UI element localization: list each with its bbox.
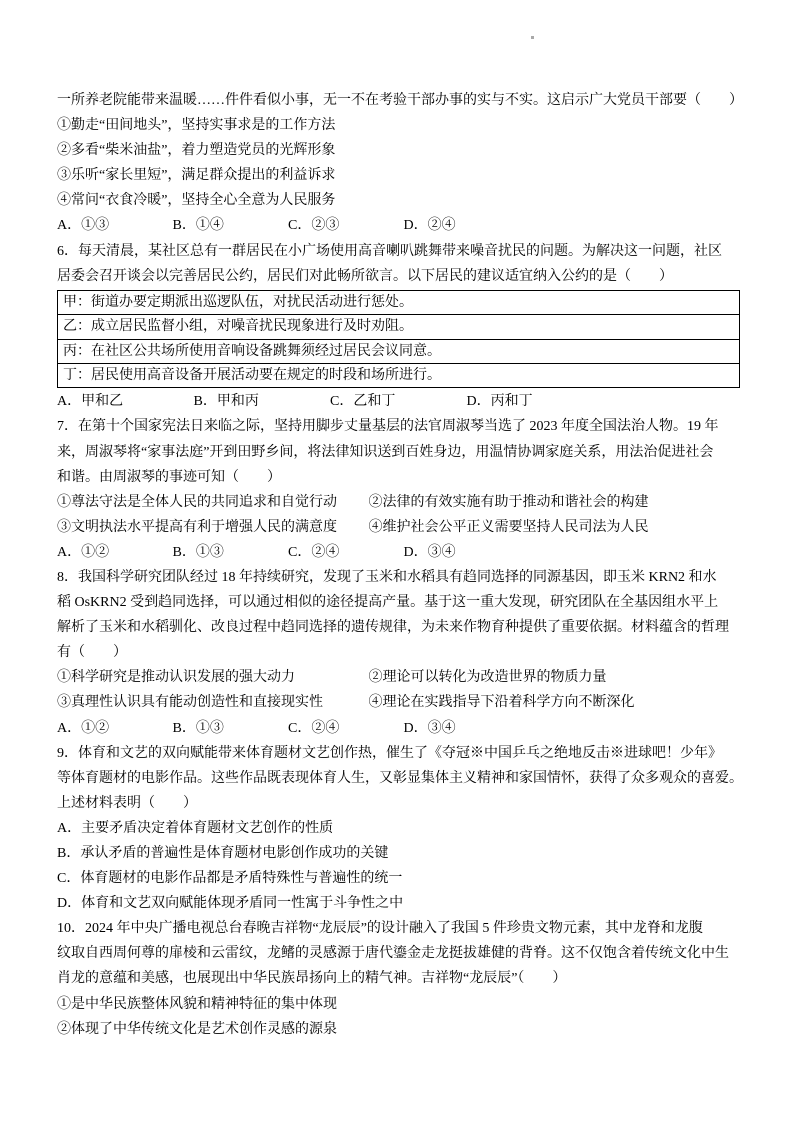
table-row — [58, 315, 740, 339]
table-cell: 丙：在社区公共场所使用音响设备跳舞须经过居民会议同意。 — [58, 339, 740, 363]
question-text-line: 9．体育和文艺的双向赋能带来体育题材文艺创作热，催生了《夺冠※中国乒乓之绝地反击※进球吧！少年》 — [57, 745, 722, 761]
statement-item: ②法律的有效实施有助于推动和谐社会的构建 — [368, 494, 649, 510]
question-9 — [57, 741, 743, 917]
choice-d: D．体育和文艺双向赋能体现矛盾同一性寓于斗争性之中 — [57, 896, 404, 912]
statement-item: ②体现了中华传统文化是艺术创作灵感的源泉 — [57, 1021, 337, 1037]
statement-pair-row — [57, 490, 743, 515]
statement-pair-row — [57, 690, 743, 715]
question-10 — [57, 916, 743, 1041]
question-text-line: 稻 OsKRN2 受到趋同选择，可以通过相似的途径提高产量。基于这一重大发现，研究团队在全基因组水平上 — [57, 595, 719, 611]
statement-item: ④维护社会公平正义需要坚持人民司法为人民 — [368, 519, 649, 535]
question-text-line: 上述材料表明（ ） — [57, 795, 197, 811]
option-c: C．②④ — [288, 544, 340, 560]
question-8 — [57, 565, 743, 741]
question-text-line: 解析了玉米和水稻驯化、改良过程中趋同选择的遗传规律，为未来作物育种提供了重要依据。材料蕴含的哲理 — [57, 620, 729, 636]
option-a: A．①② — [57, 544, 110, 560]
answer-options-row — [57, 716, 743, 741]
table-cell: 丁：居民使用高音设备开展活动要在规定的时段和场所进行。 — [58, 363, 740, 387]
choice-b: B．承认矛盾的普遍性是体育题材电影创作成功的关键 — [57, 846, 389, 861]
option-d: D．③④ — [403, 720, 456, 736]
option-b: B．①③ — [172, 720, 224, 736]
question-5-tail — [57, 88, 743, 239]
table-row — [58, 363, 740, 387]
table-row — [58, 290, 740, 314]
statement-item: ④常问“衣食冷暖”，坚持全心全意为人民服务 — [57, 193, 336, 209]
question-text-line: 来，周淑琴将“家事法庭”开到田野乡间，将法律知识送到百姓身边，用温情协调家庭关系，用法治促进社会 — [57, 444, 714, 460]
option-a: A．①③ — [57, 218, 110, 234]
statement-pair-row — [57, 515, 743, 540]
question-text-line: 7．在第十个国家宪法日来临之际，坚持用脚步丈量基层的法官周淑琴当选了 2023 年度全国法治人物。19 年 — [57, 419, 719, 435]
option-c: C．②③ — [288, 218, 340, 234]
question-7 — [57, 414, 743, 565]
stray-speck-mark — [531, 36, 534, 39]
option-d: D．②④ — [403, 218, 456, 234]
table-row — [58, 339, 740, 363]
choice-c: C．体育题材的电影作品都是矛盾特殊性与普遍性的统一 — [57, 871, 403, 887]
question-text-line: 8．我国科学研究团队经过 18 年持续研究，发现了玉米和水稻具有趋同选择的同源基因，即玉米 KRN2 和水 — [57, 569, 717, 585]
option-b: B．①③ — [172, 544, 224, 560]
residents-suggestions-table — [57, 290, 740, 389]
statement-item: ④理论在实践指导下沿着科学方向不断深化 — [368, 695, 635, 711]
statement-item: ③乐听“家长里短”，满足群众提出的利益诉求 — [57, 168, 336, 184]
question-text-line: 等体育题材的电影作品。这些作品既表现体育人生，又彰显集体主义精神和家国情怀，获得了众多观众的喜爱。 — [57, 770, 743, 786]
statement-item: ②理论可以转化为改造世界的物质力量 — [368, 670, 607, 686]
option-a: A．①② — [57, 720, 110, 736]
statement-item: ②多看“柴米油盐”，着力塑造党员的光辉形象 — [57, 143, 336, 159]
option-a: A．甲和乙 — [57, 394, 124, 410]
question-text-line: 纹取自西周何尊的扉棱和云雷纹，龙鳍的灵感源于唐代鎏金走龙挺拔雄健的背脊。这不仅饱含着传统文化中生 — [57, 946, 729, 962]
question-text-line: 居委会召开谈会以完善居民公约，居民们对此畅所欲言。以下居民的建议适宜纳入公约的是（ ） — [57, 268, 673, 284]
option-c: C．②④ — [288, 720, 340, 736]
statement-item: ①科学研究是推动认识发展的强大动力 — [57, 670, 295, 686]
statement-item: ①勤走“田间地头”，坚持实事求是的工作方法 — [57, 118, 336, 134]
answer-options-row — [57, 540, 743, 565]
question-text-line: 肖龙的意蕴和美感，也展现出中华民族昂扬向上的精气神。吉祥物“龙辰辰”（ ） — [57, 971, 567, 987]
table-cell: 甲：街道办要定期派出巡逻队伍，对扰民活动进行惩处。 — [58, 290, 740, 314]
option-d: D．丙和丁 — [466, 394, 533, 410]
option-b: B．①④ — [172, 218, 224, 234]
answer-options-row — [57, 213, 743, 238]
question-text-line: 6．每天清晨，某社区总有一群居民在小广场使用高音喇叭跳舞带来噪音扰民的问题。为解决这一问题，社区 — [57, 243, 722, 259]
answer-options-row — [57, 389, 743, 414]
statement-item: ③真理性认识具有能动创造性和直接现实性 — [57, 695, 323, 711]
question-6 — [57, 239, 743, 415]
table-cell: 乙：成立居民监督小组，对噪音扰民现象进行及时劝阻。 — [58, 315, 740, 339]
question-text-line: 10．2024 年中央广播电视总台春晚吉祥物“龙辰辰”的设计融入了我国 5 件珍贵文物元素，其中龙脊和龙腹 — [57, 921, 703, 937]
option-c: C．乙和丁 — [330, 394, 396, 410]
choice-a: A．主要矛盾决定着体育题材文艺创作的性质 — [57, 820, 334, 836]
exam-body — [57, 88, 743, 1042]
statement-item: ①尊法守法是全体人民的共同追求和自觉行动 — [57, 494, 337, 510]
option-b: B．甲和丙 — [193, 394, 259, 410]
statement-item: ①是中华民族整体风貌和精神特征的集中体现 — [57, 996, 337, 1012]
question-text-line: 一所养老院能带来温暖……件件看似小事，无一不在考验干部办事的实与不实。这启示广大党员干部要（ ） — [57, 93, 743, 108]
question-text-line: 有（ ） — [57, 645, 127, 661]
option-d: D．③④ — [403, 544, 456, 560]
statement-pair-row — [57, 665, 743, 690]
statement-item: ③文明执法水平提高有利于增强人民的满意度 — [57, 519, 337, 535]
question-text-line: 和谐。由周淑琴的事迹可知（ ） — [57, 469, 281, 485]
